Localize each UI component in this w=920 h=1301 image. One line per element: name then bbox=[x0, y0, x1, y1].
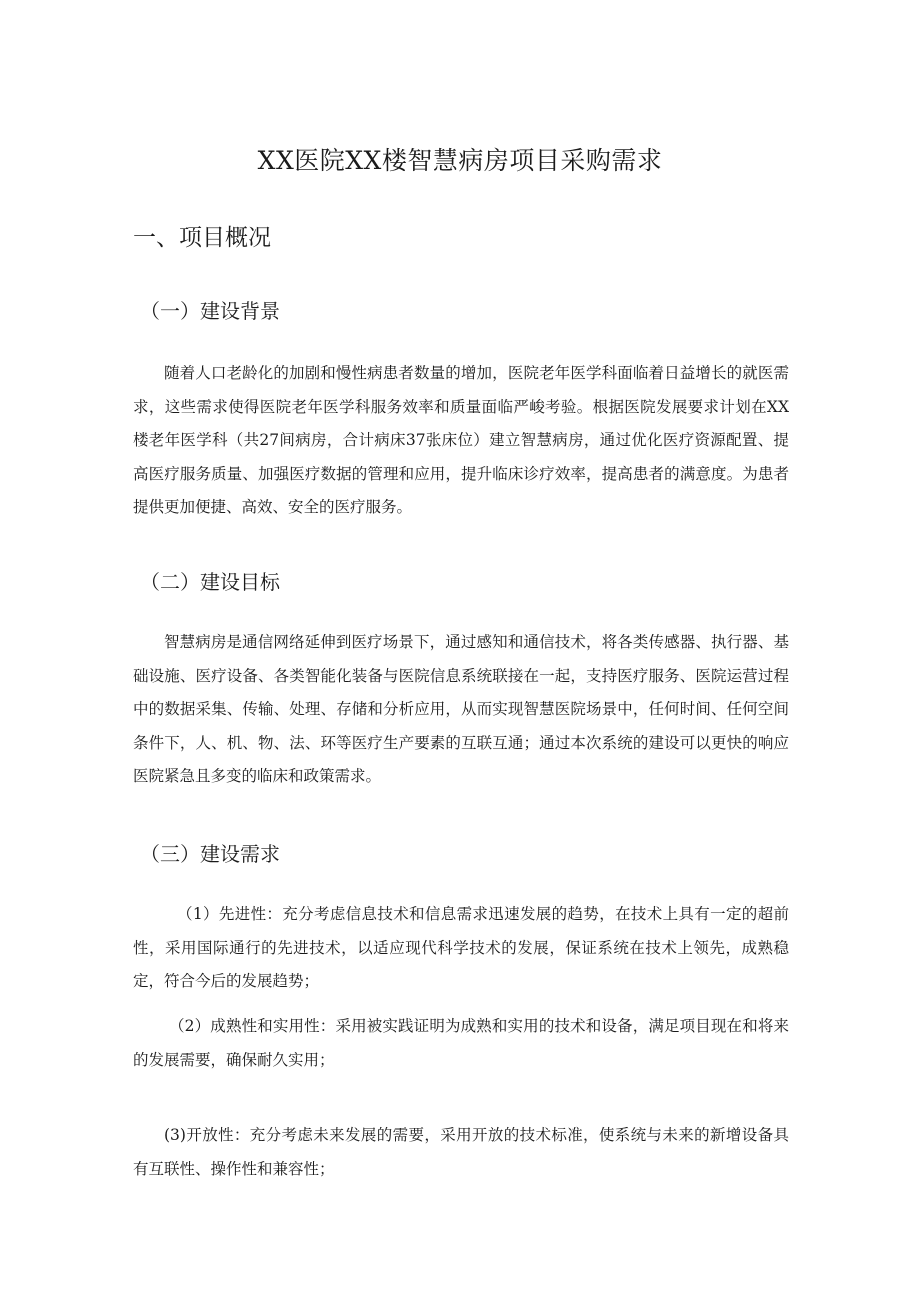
requirement-item-maturity: （2）成熟性和实用性：采用被实践证明为成熟和实用的技术和设备，满足项目现在和将来的发展需要，确保耐久实用； bbox=[133, 1017, 789, 1069]
subsection-heading-requirements: （三）建设需求 bbox=[140, 842, 280, 866]
paragraph-goals: 智慧病房是通信网络延伸到医疗场景下，通过感知和通信技术，将各类传感器、执行器、基础设施、医疗设备、各类智能化装备与医院信息系统联接在一起，支持医疗服务、医院运营过程中的数据采集、传输、处理、存储和分析应用，从而实现智慧医院场景中，任何时间、任何空间条件下，人、机、物、法、环等医疗生产要素的互联互通；通过本次系统的建设可以更快的响应医院紧急且多变的临床和政策需求。 bbox=[133, 633, 789, 786]
requirement-item-openness: (3)开放性：充分考虑未来发展的需要，采用开放的技术标准，使系统与未来的新增设备具有互联性、操作性和兼容性； bbox=[133, 1126, 789, 1178]
requirement-item-advanced: （1）先进性：充分考虑信息技术和信息需求迅速发展的趋势，在技术上具有一定的超前性，采用国际通行的先进技术，以适应现代科学技术的发展，保证系统在技术上领先，成熟稳定，符合今后的发展趋势； bbox=[133, 905, 789, 991]
subsection-heading-background: （一）建设背景 bbox=[140, 299, 280, 323]
subsection-heading-goals: （二）建设目标 bbox=[140, 570, 280, 594]
paragraph-background: 随着人口老龄化的加剧和慢性病患者数量的增加，医院老年医学科面临着日益增长的就医需求，这些需求使得医院老年医学科服务效率和质量面临严峻考验。根据医院发展要求计划在XX楼老年医学科（共27间病房，合计病床37张床位）建立智慧病房，通过优化医疗资源配置、提高医疗服务质量、加强医疗数据的管理和应用，提升临床诊疗效率，提高患者的满意度。为患者提供更加便捷、高效、安全的医疗服务。 bbox=[133, 364, 789, 517]
document-title: XX医院XX楼智慧病房项目采购需求 bbox=[257, 146, 663, 175]
section-heading-project-overview: 一、项目概况 bbox=[133, 225, 271, 251]
